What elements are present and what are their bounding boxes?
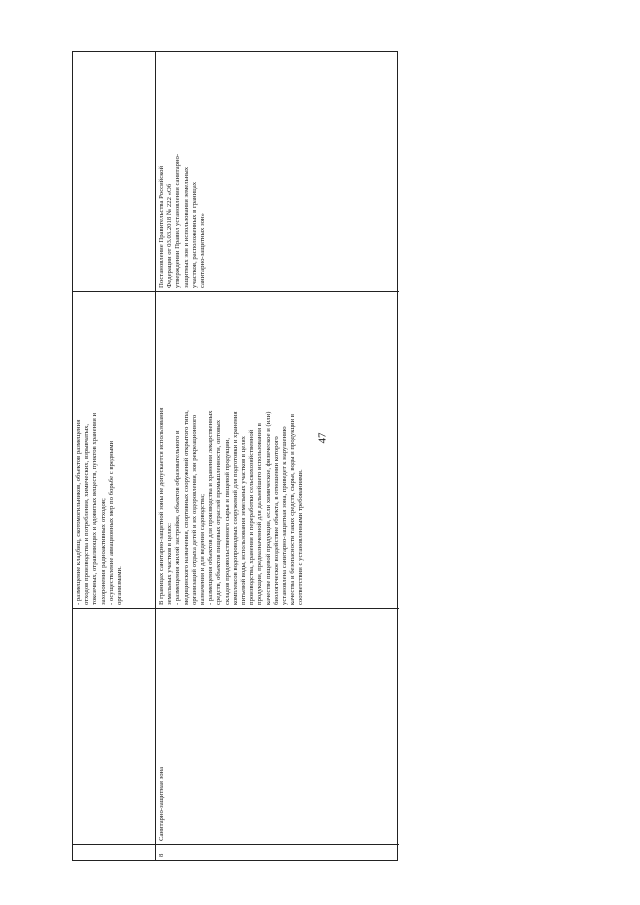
row-number-cell	[73, 844, 155, 860]
text-line: Федерации от 03.03.2018 № 222 «Об	[166, 183, 174, 288]
restrictions-cell	[156, 291, 399, 608]
page-number: 47	[316, 432, 329, 444]
text-line: В границах санитарно-защитной зоны не допускается использования	[158, 407, 165, 605]
legal-basis-cell	[156, 50, 399, 291]
text-line: комплексов водопроводных сооружений для подготовки и хранения	[231, 411, 239, 605]
table-row	[73, 52, 156, 860]
text-line: биологическое воздействие объекта, в отношении которого	[272, 436, 280, 605]
text-line: - размещения объектов для производства и хранения лекарственных	[207, 410, 215, 605]
zones-table	[72, 51, 398, 861]
legal-basis-cell	[73, 50, 155, 291]
text-line: отходов производства и потребления, химических, взрывчатых,	[83, 423, 91, 605]
text-line: питьевой воды, использования земельных участков в целях	[240, 435, 248, 605]
text-line: утверждении Правил установления санитарно-	[174, 153, 182, 288]
text-line: установлена санитарно-защитная зона, приведет к нарушению	[281, 426, 289, 605]
text-line: качестве пищевой продукции, если химическое, физическое и (или)	[264, 411, 272, 605]
text-line: организаций отдыха детей и их оздоровления, зон рекреационного	[190, 414, 198, 605]
text-line: токсичных, отравляющих и ядовитых веществ, пунктов хранения и	[91, 412, 99, 605]
text-line: продукции, предназначенной для дальнейшего использования в	[256, 423, 264, 605]
text-line: - осуществление авиационных мер по борьбе с вредными	[107, 440, 115, 605]
text-line: захоронения радиоактивных отходов;	[99, 498, 107, 605]
text-line: - размещения жилой застройки, объектов образовательного и	[174, 430, 182, 605]
text-line: назначения и для ведения садоводства;	[199, 494, 207, 605]
rotated-table-container	[72, 51, 398, 861]
text-line: средств, объектов пищевых отраслей промышленности, оптовых	[215, 419, 223, 605]
text-line: качества и безопасности таких средств, сырья, воды и продукции в	[289, 413, 297, 605]
restrictions-cell	[73, 291, 155, 608]
text-line: участков, расположенных в границах	[190, 181, 198, 288]
text-line: соответствии с установленными требованиями.	[297, 469, 305, 605]
text-line: медицинского назначения, спортивных сооружений открытого типа,	[182, 410, 190, 605]
text-line: защитных зон и использования земельных	[182, 166, 190, 288]
text-line: производства, хранения и переработки сельскохозяйственной	[248, 429, 256, 605]
zone-name-cell: Санитарно-защитная зона	[156, 608, 399, 844]
text-line: - размещение кладбищ, скотомогильников, объектов размещения	[75, 419, 82, 605]
text-line: земельных участков в целях:	[166, 523, 174, 605]
zone-name-cell	[73, 608, 155, 844]
table-row	[156, 52, 399, 860]
text-line: Постановление Правительства Российской	[158, 165, 165, 288]
text-line: складов продовольственного сырья и пищевой продукции,	[223, 437, 231, 605]
text-line: санитарно-защитных зон»	[199, 213, 207, 288]
row-number-cell: 8	[156, 844, 399, 860]
text-line: организмами.	[116, 566, 124, 605]
